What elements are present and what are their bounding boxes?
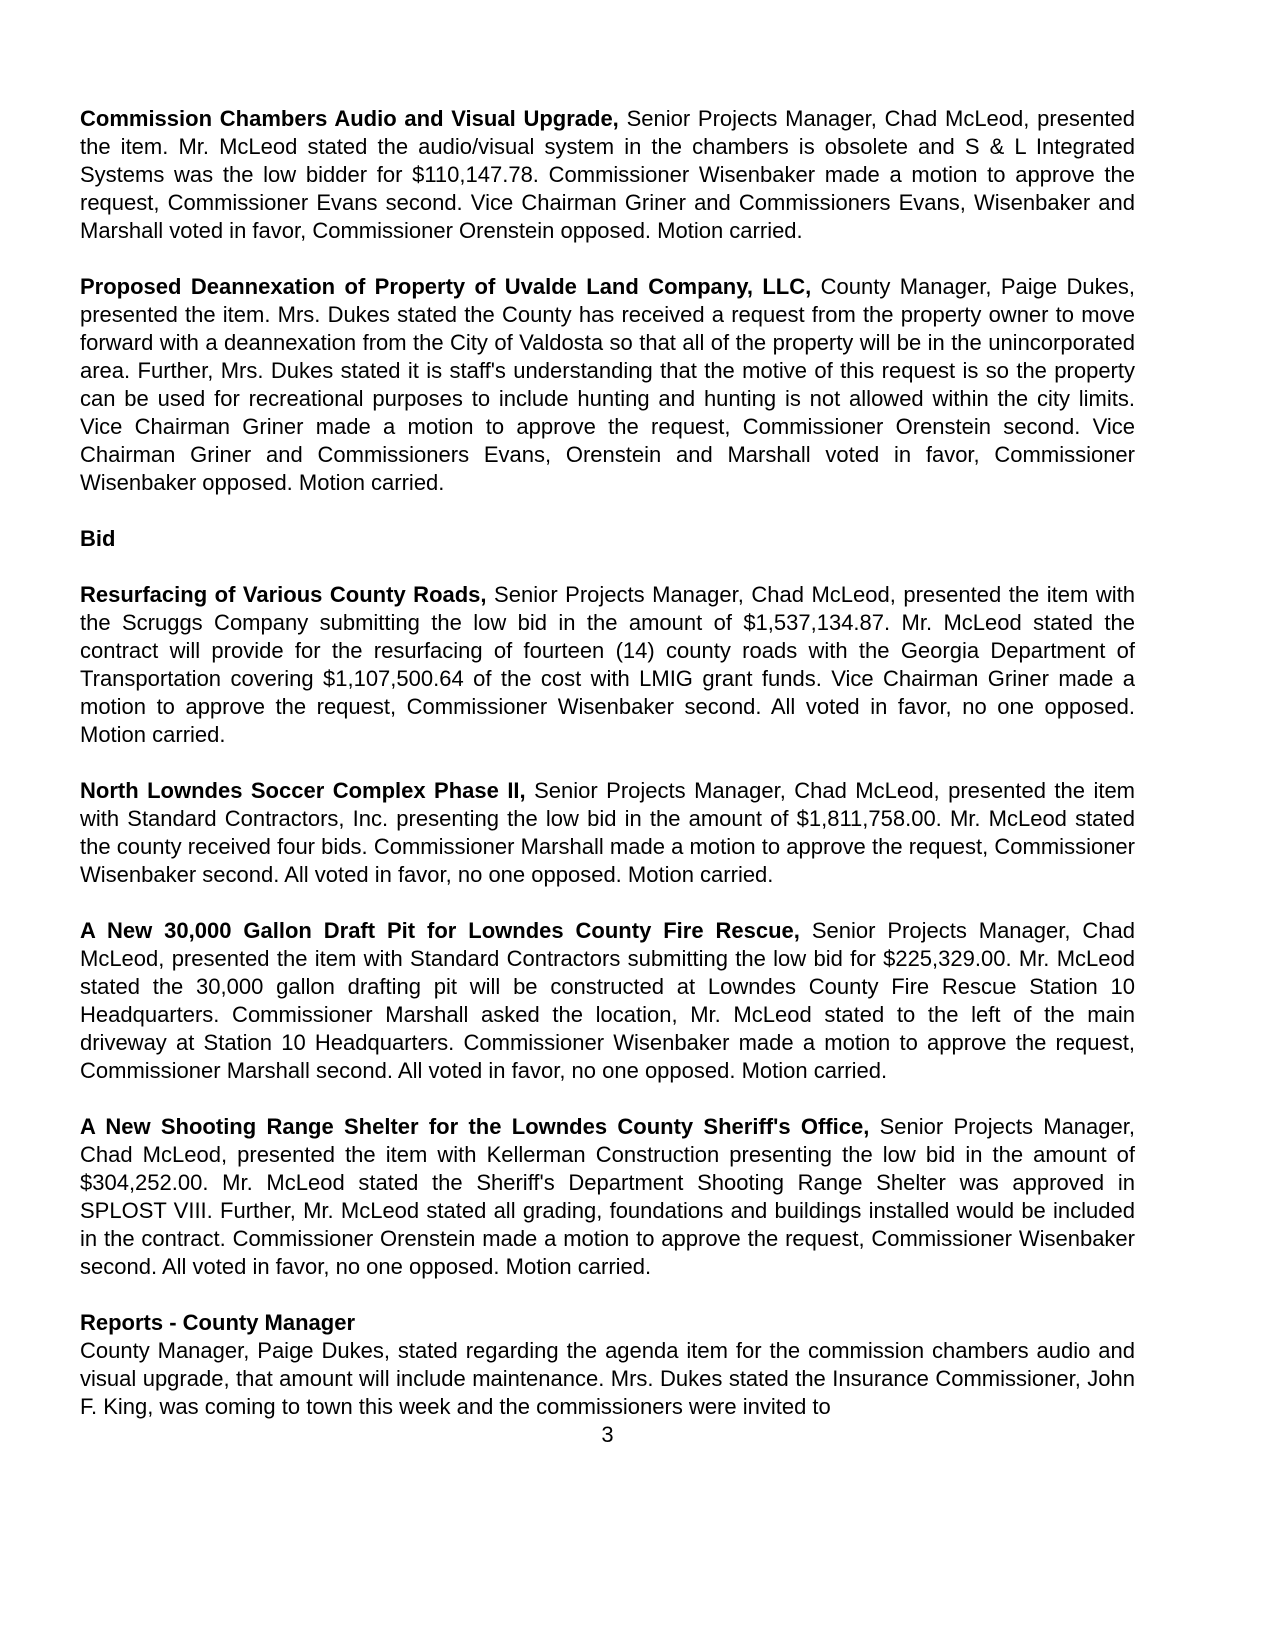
paragraph-lead: Commission Chambers Audio and Visual Upgrade, bbox=[80, 106, 619, 131]
paragraph-lead: Resurfacing of Various County Roads, bbox=[80, 582, 487, 607]
paragraph-text: Senior Projects Manager, Chad McLeod, presented the item. Mr. McLeod stated the audio/visual system in the chambers is obsolete and S & L Integrated Systems was the low bidder for $110,147.78. Commissioner Wisenbaker made a motion to approve the request, Commissioner Evans second. Vice Chairman Griner and Commissioners Evans, Wisenbaker and Marshall voted in favor, Commissioner Orenstein opposed. Motion carried. bbox=[80, 106, 1135, 243]
paragraph-draft-pit-fire-rescue bbox=[80, 917, 1135, 1085]
heading-reports-county-manager: Reports - County Manager bbox=[80, 1310, 356, 1335]
paragraph-text: Senior Projects Manager, Chad McLeod, presented the item with Standard Contractors, Inc. presenting the low bid in the amount of $1,811,758.00. Mr. McLeod stated the county received four bids. Commissioner Marshall made a motion to approve the request, Commissioner Wisenbaker second. All voted in favor, no one opposed. Motion carried. bbox=[80, 778, 1136, 887]
paragraph-text: County Manager, Paige Dukes, stated regarding the agenda item for the commission chambers audio and visual upgrade, that amount will include maintenance. Mrs. Dukes stated the Insurance Commissioner, John F. King, was coming to town this week and the commissioners were invited to bbox=[80, 1338, 1135, 1419]
paragraph-lead: A New 30,000 Gallon Draft Pit for Lowndes County Fire Rescue, bbox=[80, 918, 800, 943]
paragraph-text: Senior Projects Manager, Chad McLeod, presented the item with the Scruggs Company submitting the low bid in the amount of $1,537,134.87. Mr. McLeod stated the contract will provide for the resurfacing of fourteen (14) county roads with the Georgia Department of Transportation covering $1,107,500.64 of the cost with LMIG grant funds. Vice Chairman Griner made a motion to approve the request, Commissioner Wisenbaker second. All voted in favor, no one opposed. Motion carried. bbox=[80, 582, 1135, 747]
paragraph-lead: A New Shooting Range Shelter for the Lowndes County Sheriff's Office, bbox=[80, 1114, 870, 1139]
paragraph-lead: North Lowndes Soccer Complex Phase II, bbox=[80, 778, 526, 803]
paragraph-north-lowndes-soccer-complex bbox=[80, 777, 1135, 889]
paragraph-text: County Manager, Paige Dukes, presented the item. Mrs. Dukes stated the County has received a request from the property owner to move forward with a deannexation from the City of Valdosta so that all of the property will be in the unincorporated area. Further, Mrs. Dukes stated it is staff's understanding that the motive of this request is so the property can be used for recreational purposes to include hunting and hunting is not allowed within the city limits. Vice Chairman Griner made a motion to approve the request, Commissioner Orenstein second. Vice Chairman Griner and Commissioners Evans, Orenstein and Marshall voted in favor, Commissioner Wisenbaker opposed. Motion carried. bbox=[80, 274, 1135, 495]
paragraph-county-manager-report bbox=[80, 1337, 1135, 1421]
paragraph-text: Senior Projects Manager, Chad McLeod, presented the item with Standard Contractors submitting the low bid for $225,329.00. Mr. McLeod stated the 30,000 gallon drafting pit will be constructed at Lowndes County Fire Rescue Station 10 Headquarters. Commissioner Marshall asked the location, Mr. McLeod stated to the left of the main driveway at Station 10 Headquarters. Commissioner Wisenbaker made a motion to approve the request, Commissioner Marshall second. All voted in favor, no one opposed. Motion carried. bbox=[80, 918, 1135, 1083]
paragraph-lead: Proposed Deannexation of Property of Uvalde Land Company, LLC, bbox=[80, 274, 812, 299]
paragraph-resurfacing-county-roads bbox=[80, 581, 1135, 749]
paragraph-text: Senior Projects Manager, Chad McLeod, presented the item with Kellerman Construction presenting the low bid in the amount of $304,252.00. Mr. McLeod stated the Sheriff's Department Shooting Range Shelter was approved in SPLOST VIII. Further, Mr. McLeod stated all grading, foundations and buildings installed would be included in the contract. Commissioner Orenstein made a motion to approve the request, Commissioner Wisenbaker second. All voted in favor, no one opposed. Motion carried. bbox=[80, 1114, 1135, 1279]
paragraph-proposed-deannexation bbox=[80, 273, 1135, 497]
paragraph-shooting-range-shelter bbox=[80, 1113, 1135, 1281]
heading-bid: Bid bbox=[80, 526, 116, 551]
paragraph-commission-chambers-av-upgrade bbox=[80, 105, 1135, 245]
page-number: 3 bbox=[601, 1422, 614, 1447]
